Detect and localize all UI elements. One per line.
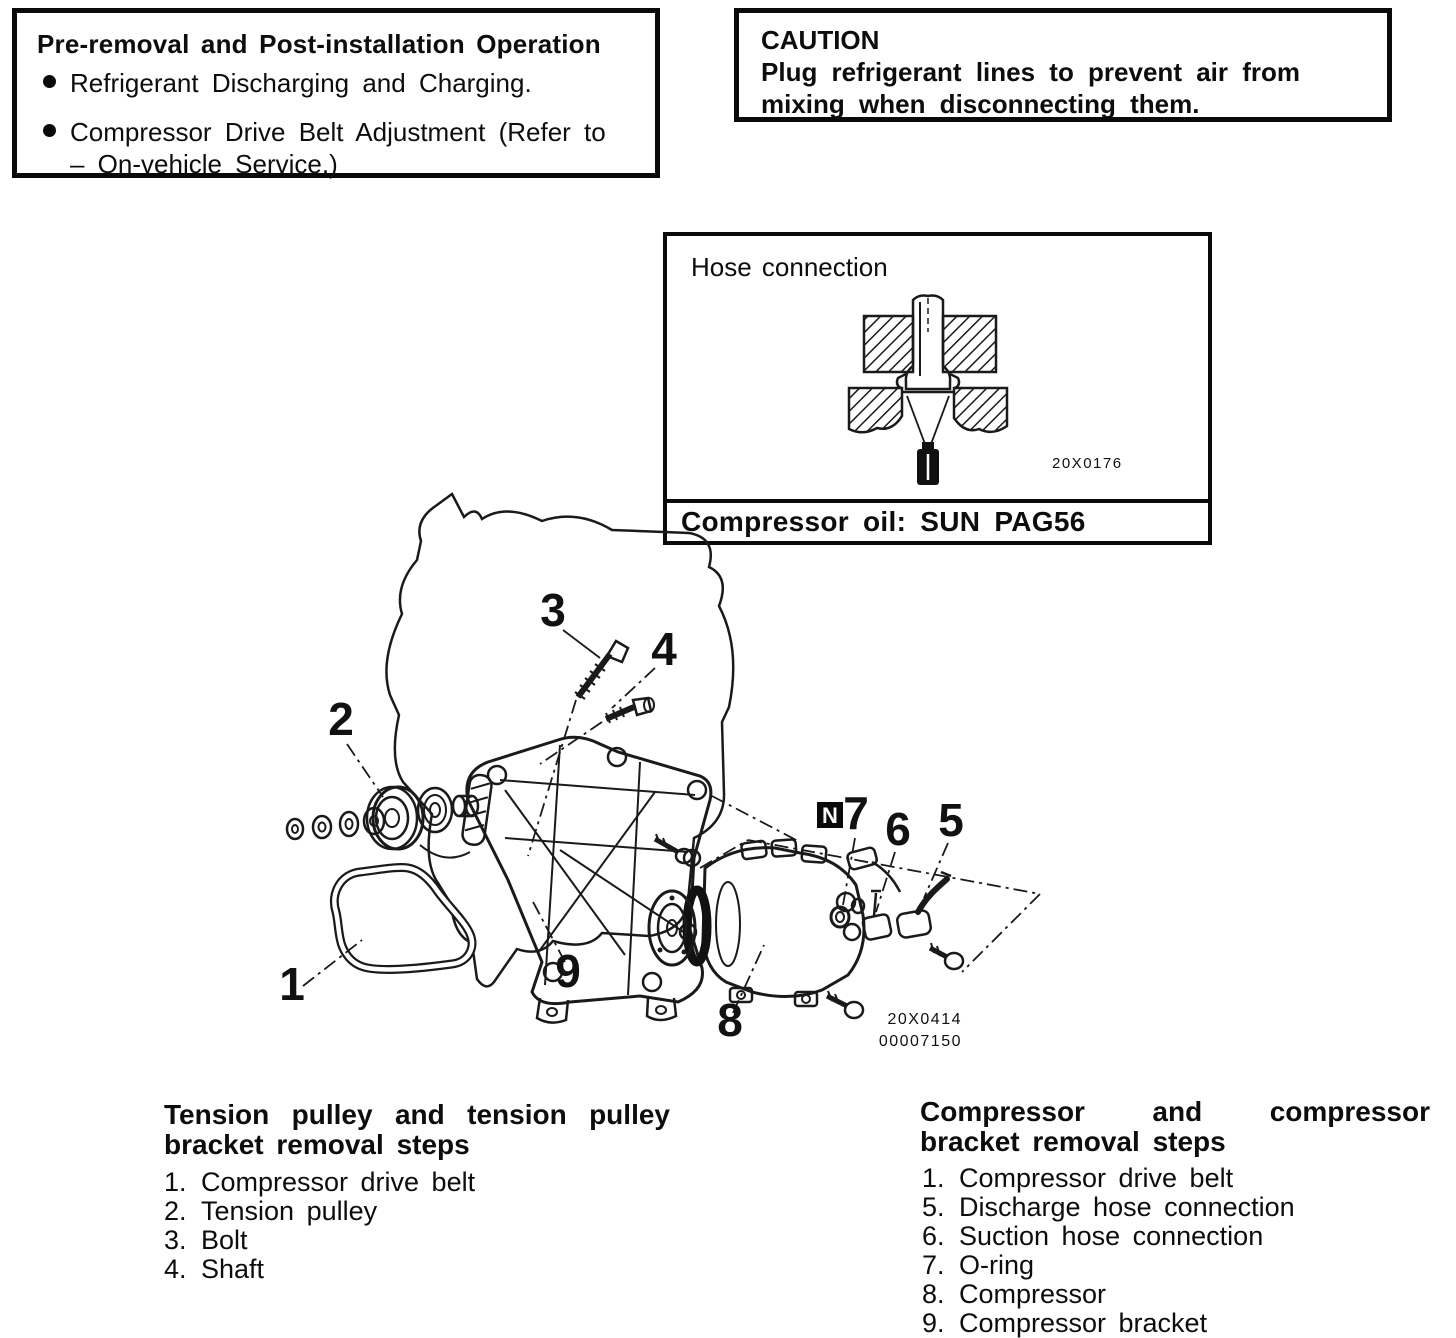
mounting-bolt bbox=[655, 834, 692, 863]
tension-pulley-steps-title: Tension pulley and tension pulley bracket removal steps bbox=[164, 1099, 670, 1160]
list-item-number: 3. bbox=[164, 1225, 187, 1255]
list-item-label: Compressor bracket bbox=[959, 1308, 1208, 1338]
tension-pulley bbox=[367, 787, 423, 849]
list-item bbox=[922, 1193, 1295, 1222]
callout-3: 3 bbox=[540, 584, 566, 636]
caution-body: Plug refrigerant lines to prevent air from mixing when disconnecting them. bbox=[761, 57, 1300, 119]
list-item-number: 7. bbox=[922, 1250, 945, 1280]
list-item-number: 5. bbox=[922, 1192, 945, 1222]
list-item bbox=[922, 1164, 1295, 1193]
mounting-bolt bbox=[930, 943, 963, 969]
callout-5: 5 bbox=[938, 794, 964, 846]
suction-hose-fitting bbox=[862, 891, 892, 940]
list-item-label: Discharge hose connection bbox=[959, 1192, 1295, 1222]
list-item bbox=[922, 1222, 1295, 1251]
list-item bbox=[922, 1280, 1295, 1309]
non-reusable-part-n-icon bbox=[817, 802, 843, 828]
pre-post-title: Pre-removal and Post-installation Operation bbox=[37, 29, 601, 59]
callout-1: 1 bbox=[279, 958, 305, 1010]
compressor-bracket bbox=[461, 737, 711, 1022]
list-item-label: Tension pulley bbox=[201, 1196, 378, 1226]
pulley-disc bbox=[418, 788, 452, 832]
list-item bbox=[164, 1197, 475, 1226]
tension-pulley-steps-list bbox=[164, 1168, 475, 1284]
list-item-number: 1. bbox=[164, 1167, 187, 1197]
callout-9: 9 bbox=[555, 945, 581, 997]
leader-lines bbox=[303, 630, 1040, 1013]
callout-8: 8 bbox=[717, 994, 743, 1046]
list-item-label: Compressor drive belt bbox=[201, 1167, 476, 1197]
list-item-label: Compressor bbox=[959, 1279, 1107, 1309]
diagram-figure-code-1: 20X0414 bbox=[887, 1011, 962, 1028]
list-item-number: 2. bbox=[164, 1196, 187, 1226]
compressor-steps-title: Compressor and compressor bracket removal steps bbox=[920, 1096, 1430, 1157]
hose-connection-title: Hose connection bbox=[691, 252, 888, 282]
callout-2: 2 bbox=[328, 693, 354, 745]
list-item-number: 8. bbox=[922, 1279, 945, 1309]
n-symbol-letter: N bbox=[822, 803, 838, 828]
callout-6: 6 bbox=[885, 803, 911, 855]
bolt-4 bbox=[606, 698, 654, 723]
mounting-bolt bbox=[827, 991, 863, 1018]
list-item bbox=[922, 1309, 1295, 1338]
list-item-number: 6. bbox=[922, 1221, 945, 1251]
callout-4: 4 bbox=[651, 623, 677, 675]
caution-title: CAUTION bbox=[761, 25, 880, 55]
list-item-label: O-ring bbox=[959, 1250, 1035, 1280]
list-item bbox=[164, 1226, 475, 1255]
compressor-steps-list bbox=[922, 1164, 1295, 1338]
list-item-number: 1. bbox=[922, 1163, 945, 1193]
list-item-number: 9. bbox=[922, 1308, 945, 1338]
list-item-label: Bolt bbox=[201, 1225, 248, 1255]
diagram-figure-code-2: 00007150 bbox=[878, 1033, 962, 1050]
hose-figure-code: 20X0176 bbox=[1052, 455, 1123, 472]
bullet-text: Compressor Drive Belt Adjustment (Refer to – On-vehicle Service.) bbox=[70, 117, 606, 179]
bolt-3 bbox=[575, 641, 628, 699]
list-item bbox=[922, 1251, 1295, 1280]
bullet-text: Refrigerant Discharging and Charging. bbox=[70, 68, 532, 98]
list-item-number: 4. bbox=[164, 1254, 187, 1284]
discharge-hose-fitting bbox=[896, 872, 951, 939]
list-item-label: Shaft bbox=[201, 1254, 265, 1284]
list-item-label: Compressor drive belt bbox=[959, 1163, 1234, 1193]
drive-belt bbox=[334, 867, 472, 969]
list-item bbox=[164, 1255, 475, 1284]
callout-7: 7 bbox=[843, 787, 869, 839]
list-item bbox=[164, 1168, 475, 1197]
list-item-label: Suction hose connection bbox=[959, 1221, 1264, 1251]
compressor-oil-caption: Compressor oil: SUN PAG56 bbox=[681, 506, 1086, 537]
